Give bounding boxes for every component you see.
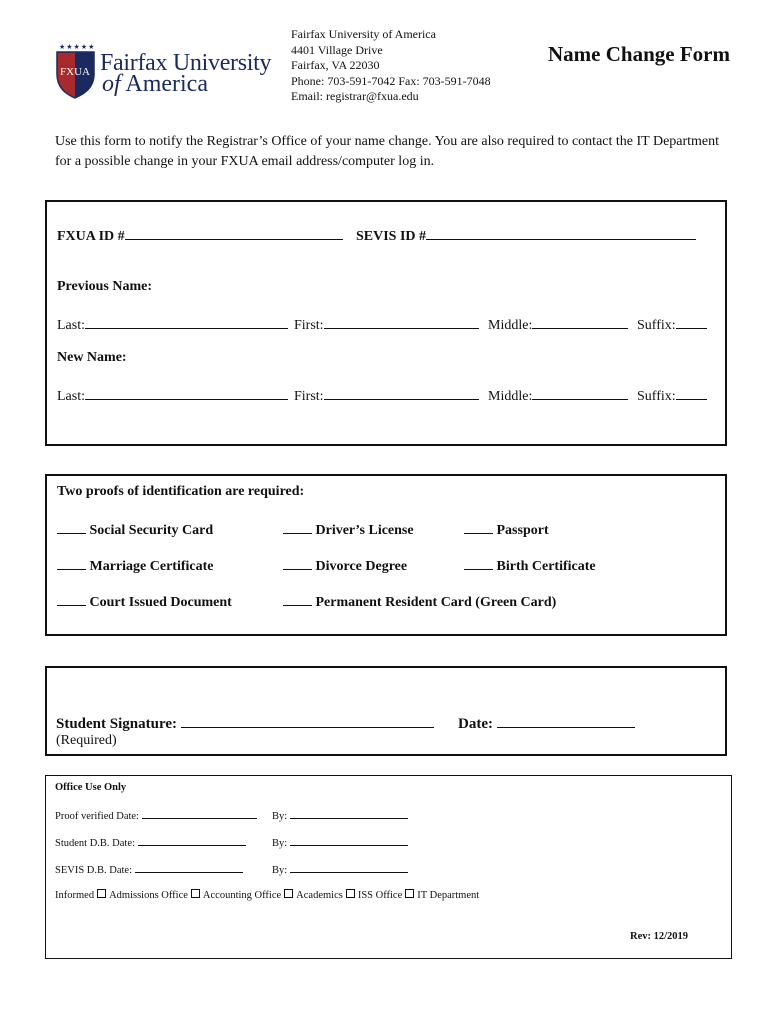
new-last-label: Last:	[57, 389, 85, 404]
proof-item	[283, 556, 407, 575]
intro-text: Use this form to notify the Registrar’s Office of your name change. You are also required to contact the IT Department for a possible change in your FXUA email address/computer log in.	[55, 134, 720, 169]
checkbox-academics[interactable]	[284, 889, 293, 898]
proof-item	[57, 592, 232, 611]
address-block	[291, 27, 491, 105]
proof-label: Permanent Resident Card (Green Card)	[315, 595, 557, 610]
sevis-db-by-row	[272, 863, 408, 876]
logo-name-line1: Fairfax University	[100, 50, 272, 76]
informed-option: IT Department	[417, 890, 480, 901]
new-middle-row	[488, 386, 628, 405]
proof-checkline[interactable]	[283, 592, 312, 606]
proofs-heading: Two proofs of identification are required:	[57, 484, 305, 499]
previous-last-field[interactable]	[85, 315, 288, 329]
fxua-id-field[interactable]	[125, 226, 343, 240]
sevis-id-label: SEVIS ID #	[356, 229, 427, 244]
proof-checkline[interactable]	[57, 592, 86, 606]
previous-first-row	[294, 315, 479, 334]
proof-checkline[interactable]	[283, 520, 312, 534]
crest-text: FXUA	[60, 66, 90, 78]
new-last-row	[57, 386, 288, 405]
checkbox-admissions[interactable]	[97, 889, 106, 898]
proof-verified-date-field[interactable]	[142, 809, 257, 819]
new-suffix-label: Suffix:	[637, 389, 676, 404]
name-section	[45, 200, 727, 446]
proof-verified-label: Proof verified Date:	[55, 811, 139, 822]
proof-item	[57, 520, 213, 539]
previous-first-field[interactable]	[324, 315, 479, 329]
new-suffix-field[interactable]	[676, 386, 707, 400]
office-use-heading: Office Use Only	[55, 782, 127, 793]
new-first-field[interactable]	[324, 386, 479, 400]
sevis-db-by-field[interactable]	[290, 863, 408, 873]
date-label: Date:	[458, 716, 493, 732]
signature-field[interactable]	[181, 714, 434, 728]
proof-label: Marriage Certificate	[89, 559, 214, 574]
informed-option: ISS Office	[357, 890, 403, 901]
date-field[interactable]	[497, 714, 635, 728]
proof-verified-by-field[interactable]	[290, 809, 408, 819]
informed-option: Admissions Office	[109, 890, 188, 901]
proof-item	[464, 520, 549, 539]
proof-item	[283, 592, 556, 611]
revision-label: Rev: 12/2019	[630, 931, 689, 942]
by-label: By:	[272, 838, 288, 849]
new-last-field[interactable]	[85, 386, 288, 400]
proof-verified-by-row	[272, 809, 408, 822]
fxua-id-label: FXUA ID #	[57, 229, 125, 244]
address-line: Phone: 703-591-7042 Fax: 703-591-7048	[291, 73, 491, 88]
sevis-id-field[interactable]	[426, 226, 696, 240]
crest-stars: ★★★★★	[59, 43, 96, 51]
proof-label: Court Issued Document	[89, 595, 232, 610]
proof-label: Social Security Card	[89, 523, 214, 538]
signature-row	[56, 714, 434, 733]
informed-option: Accounting Office	[202, 890, 282, 901]
student-db-by-field[interactable]	[290, 836, 408, 846]
checkbox-it-department[interactable]	[405, 889, 414, 898]
previous-middle-label: Middle:	[488, 318, 533, 333]
proof-label: Passport	[496, 523, 549, 538]
previous-middle-field[interactable]	[532, 315, 628, 329]
proof-checkline[interactable]	[464, 520, 493, 534]
signature-label: Student Signature:	[56, 716, 177, 732]
proof-label: Birth Certificate	[496, 559, 596, 574]
proof-checkline[interactable]	[57, 520, 86, 534]
student-db-label: Student D.B. Date:	[55, 838, 135, 849]
previous-first-label: First:	[294, 318, 324, 333]
signature-section	[45, 666, 727, 756]
new-middle-field[interactable]	[532, 386, 628, 400]
address-line: Email: registrar@fxua.edu	[291, 89, 419, 104]
crest-icon	[54, 44, 102, 100]
informed-label: Informed	[55, 890, 95, 901]
checkbox-iss-office[interactable]	[346, 889, 355, 898]
checkbox-accounting[interactable]	[191, 889, 200, 898]
previous-suffix-field[interactable]	[676, 315, 707, 329]
student-db-by-row	[272, 836, 408, 849]
proof-checkline[interactable]	[57, 556, 86, 570]
new-first-label: First:	[294, 389, 324, 404]
proof-label: Divorce Degree	[315, 559, 408, 574]
office-use-section	[45, 775, 732, 959]
proof-item	[283, 520, 414, 539]
previous-name-heading: Previous Name:	[57, 279, 152, 294]
new-first-row	[294, 386, 479, 405]
proof-checkline[interactable]	[464, 556, 493, 570]
form-title: Name Change Form	[548, 42, 730, 66]
logo-america: America	[125, 71, 208, 97]
proof-label: Driver’s License	[315, 523, 414, 538]
address-line: Fairfax University of America	[291, 27, 436, 41]
logo-of: of	[102, 71, 121, 97]
signature-required-note: (Required)	[56, 733, 117, 748]
previous-suffix-label: Suffix:	[637, 318, 676, 333]
proof-checkline[interactable]	[283, 556, 312, 570]
proof-item	[464, 556, 596, 575]
previous-last-row	[57, 315, 288, 334]
date-row	[458, 714, 635, 733]
previous-last-label: Last:	[57, 318, 85, 333]
new-name-heading: New Name:	[57, 350, 127, 365]
sevis-db-row	[55, 863, 243, 876]
address-line: Fairfax, VA 22030	[291, 58, 380, 73]
proof-verified-row	[55, 809, 257, 822]
proof-item	[57, 556, 213, 575]
informed-option: Academics	[296, 890, 343, 901]
logo-name-line2	[102, 71, 208, 98]
new-middle-label: Middle:	[488, 389, 533, 404]
sevis-db-date-field[interactable]	[135, 863, 243, 873]
informed-row	[55, 889, 479, 901]
previous-middle-row	[488, 315, 628, 334]
proofs-section	[45, 474, 727, 636]
by-label: By:	[272, 865, 288, 876]
student-db-date-field[interactable]	[138, 836, 246, 846]
fxua-id-row	[57, 226, 343, 245]
previous-suffix-row	[637, 315, 707, 334]
sevis-db-label: SEVIS D.B. Date:	[55, 865, 132, 876]
by-label: By:	[272, 811, 288, 822]
student-db-row	[55, 836, 246, 849]
new-suffix-row	[637, 386, 707, 405]
sevis-id-row	[356, 226, 696, 245]
address-line: 4401 Village Drive	[291, 42, 383, 57]
